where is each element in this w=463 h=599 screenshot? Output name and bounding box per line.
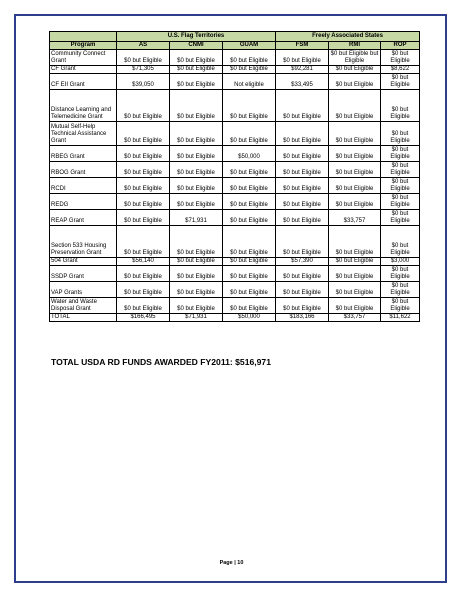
amount-cell: $0 but Eligible bbox=[170, 266, 223, 282]
table-row bbox=[50, 298, 420, 314]
amount-cell: $71,305 bbox=[117, 66, 170, 74]
amount-cell: $0 but Eligible bbox=[117, 122, 170, 146]
amount-cell: $0 but Eligible bbox=[329, 194, 381, 210]
amount-cell: $0 but Eligible bbox=[223, 210, 276, 226]
program-cell: SSDP Grant bbox=[50, 266, 117, 282]
amount-cell: $0 but Eligible bbox=[381, 226, 420, 258]
table-row-total bbox=[50, 314, 420, 322]
amount-cell: $0 but Eligible bbox=[117, 298, 170, 314]
amount-cell: $0 but Eligible bbox=[381, 50, 420, 66]
amount-cell: $0 but Eligible bbox=[223, 266, 276, 282]
table-row bbox=[50, 226, 420, 258]
table-row bbox=[50, 146, 420, 162]
amount-cell: $0 but Eligible bbox=[276, 226, 329, 258]
column-header-as: AS bbox=[117, 42, 170, 50]
amount-cell: $0 but Eligible but Eligible bbox=[329, 50, 381, 66]
amount-cell: $71,931 bbox=[170, 210, 223, 226]
amount-cell: $0 but Eligible bbox=[381, 210, 420, 226]
program-cell: Distance Learning and Telemedicine Grant bbox=[50, 90, 117, 122]
program-cell: CF Grant bbox=[50, 66, 117, 74]
amount-cell: $0 but Eligible bbox=[170, 66, 223, 74]
amount-cell: $33,757 bbox=[329, 314, 381, 322]
grant-funding-table bbox=[49, 31, 420, 322]
amount-cell: $0 but Eligible bbox=[276, 210, 329, 226]
column-header-guam: GUAM bbox=[223, 42, 276, 50]
amount-cell: $0 but Eligible bbox=[381, 178, 420, 194]
amount-cell: $0 but Eligible bbox=[276, 194, 329, 210]
amount-cell: $0 but Eligible bbox=[117, 266, 170, 282]
table-row bbox=[50, 258, 420, 266]
amount-cell: $50,000 bbox=[223, 146, 276, 162]
amount-cell: $0 but Eligible bbox=[223, 178, 276, 194]
amount-cell: $0 but Eligible bbox=[381, 146, 420, 162]
amount-cell: $0 but Eligible bbox=[381, 74, 420, 90]
amount-cell: $0 but Eligible bbox=[276, 122, 329, 146]
amount-cell: $0 but Eligible bbox=[329, 122, 381, 146]
amount-cell: $0 but Eligible bbox=[170, 146, 223, 162]
program-cell: Section 533 Housing Preservation Grant bbox=[50, 226, 117, 258]
amount-cell: $0 but Eligible bbox=[223, 66, 276, 74]
amount-cell: $56,140 bbox=[117, 258, 170, 266]
group-header-freely-associated-states: Freely Associated States bbox=[276, 32, 420, 42]
amount-cell: $0 but Eligible bbox=[170, 178, 223, 194]
amount-cell: $57,390 bbox=[276, 258, 329, 266]
amount-cell: $0 but Eligible bbox=[276, 50, 329, 66]
table-row bbox=[50, 210, 420, 226]
amount-cell: $33,495 bbox=[276, 74, 329, 90]
amount-cell: $0 but Eligible bbox=[329, 258, 381, 266]
amount-cell: $0 but Eligible bbox=[117, 90, 170, 122]
amount-cell: $166,495 bbox=[117, 314, 170, 322]
column-header-cnmi: CNMI bbox=[170, 42, 223, 50]
amount-cell: $0 but Eligible bbox=[381, 298, 420, 314]
amount-cell: $0 but Eligible bbox=[170, 194, 223, 210]
program-cell: CF EII Grant bbox=[50, 74, 117, 90]
amount-cell: $0 but Eligible bbox=[329, 74, 381, 90]
amount-cell: $0 but Eligible bbox=[329, 266, 381, 282]
amount-cell: $0 but Eligible bbox=[170, 298, 223, 314]
amount-cell: $0 but Eligible bbox=[223, 162, 276, 178]
amount-cell: $183,166 bbox=[276, 314, 329, 322]
amount-cell: $50,000 bbox=[223, 314, 276, 322]
group-header-blank bbox=[50, 32, 117, 42]
column-header-rmi: RMI bbox=[329, 42, 381, 50]
table-row bbox=[50, 66, 420, 74]
table-row bbox=[50, 122, 420, 146]
table-row bbox=[50, 162, 420, 178]
amount-cell: $0 but Eligible bbox=[223, 194, 276, 210]
table-row bbox=[50, 50, 420, 66]
column-header-fsm: FSM bbox=[276, 42, 329, 50]
group-header-us-flag-territories: U.S. Flag Territories bbox=[117, 32, 276, 42]
program-cell: 504 Grant bbox=[50, 258, 117, 266]
amount-cell: $0 but Eligible bbox=[117, 194, 170, 210]
amount-cell: $0 but Eligible bbox=[329, 146, 381, 162]
amount-cell: $0 but Eligible bbox=[117, 282, 170, 298]
program-cell: Mutual Self-Help Technical Assistance Grant bbox=[50, 122, 117, 146]
amount-cell: $0 but Eligible bbox=[276, 298, 329, 314]
program-cell: Community Connect Grant bbox=[50, 50, 117, 66]
amount-cell: $0 but Eligible bbox=[170, 50, 223, 66]
amount-cell: $3,000 bbox=[381, 258, 420, 266]
amount-cell: $0 but Eligible bbox=[381, 194, 420, 210]
amount-cell: $0 but Eligible bbox=[117, 226, 170, 258]
amount-cell: $0 but Eligible bbox=[329, 66, 381, 74]
program-cell: Water and Waste Disposal Grant bbox=[50, 298, 117, 314]
table-row bbox=[50, 74, 420, 90]
amount-cell: $0 but Eligible bbox=[170, 122, 223, 146]
amount-cell: $0 but Eligible bbox=[329, 298, 381, 314]
program-cell: REAP Grant bbox=[50, 210, 117, 226]
amount-cell: $0 but Eligible bbox=[170, 162, 223, 178]
amount-cell: $33,757 bbox=[329, 210, 381, 226]
amount-cell: $0 but Eligible bbox=[381, 282, 420, 298]
amount-cell: $0 but Eligible bbox=[329, 226, 381, 258]
amount-cell: $0 but Eligible bbox=[117, 178, 170, 194]
total-funds-awarded: TOTAL USDA RD FUNDS AWARDED FY2011: $516,971 bbox=[51, 357, 271, 367]
program-cell: RCDI bbox=[50, 178, 117, 194]
amount-cell: $0 but Eligible bbox=[381, 266, 420, 282]
program-cell: TOTAL bbox=[50, 314, 117, 322]
amount-cell: $0 but Eligible bbox=[223, 298, 276, 314]
program-cell: RBEG Grant bbox=[50, 146, 117, 162]
amount-cell: $0 but Eligible bbox=[223, 226, 276, 258]
amount-cell: $11,622 bbox=[381, 314, 420, 322]
amount-cell: $0 but Eligible bbox=[223, 90, 276, 122]
amount-cell: $71,931 bbox=[170, 314, 223, 322]
amount-cell: Not eligible bbox=[223, 74, 276, 90]
program-cell: VAP Grants bbox=[50, 282, 117, 298]
table-row bbox=[50, 282, 420, 298]
amount-cell: $0 but Eligible bbox=[170, 258, 223, 266]
amount-cell: $0 but Eligible bbox=[117, 162, 170, 178]
amount-cell: $0 but Eligible bbox=[170, 74, 223, 90]
amount-cell: $92,281 bbox=[276, 66, 329, 74]
amount-cell: $0 but Eligible bbox=[381, 90, 420, 122]
amount-cell: $0 but Eligible bbox=[276, 146, 329, 162]
amount-cell: $39,050 bbox=[117, 74, 170, 90]
amount-cell: $0 but Eligible bbox=[381, 162, 420, 178]
amount-cell: $0 but Eligible bbox=[223, 50, 276, 66]
page-number: Page | 10 bbox=[219, 560, 244, 566]
amount-cell: $0 but Eligible bbox=[223, 282, 276, 298]
amount-cell: $0 but Eligible bbox=[381, 122, 420, 146]
amount-cell: $0 but Eligible bbox=[117, 146, 170, 162]
column-header-program: Program bbox=[50, 42, 117, 50]
table-row bbox=[50, 266, 420, 282]
amount-cell: $8,622 bbox=[381, 66, 420, 74]
amount-cell: $0 but Eligible bbox=[170, 282, 223, 298]
table-row bbox=[50, 178, 420, 194]
amount-cell: $0 but Eligible bbox=[276, 90, 329, 122]
amount-cell: $0 but Eligible bbox=[223, 122, 276, 146]
amount-cell: $0 but Eligible bbox=[223, 258, 276, 266]
program-cell: RBOG Grant bbox=[50, 162, 117, 178]
table-row bbox=[50, 90, 420, 122]
amount-cell: $0 but Eligible bbox=[170, 90, 223, 122]
amount-cell: $0 but Eligible bbox=[329, 282, 381, 298]
amount-cell: $0 but Eligible bbox=[276, 178, 329, 194]
amount-cell: $0 but Eligible bbox=[329, 162, 381, 178]
amount-cell: $0 but Eligible bbox=[117, 50, 170, 66]
program-cell: REDG bbox=[50, 194, 117, 210]
amount-cell: $0 but Eligible bbox=[329, 90, 381, 122]
amount-cell: $0 but Eligible bbox=[329, 178, 381, 194]
amount-cell: $0 but Eligible bbox=[276, 266, 329, 282]
amount-cell: $0 but Eligible bbox=[276, 282, 329, 298]
amount-cell: $0 but Eligible bbox=[276, 162, 329, 178]
amount-cell: $0 but Eligible bbox=[117, 210, 170, 226]
column-header-rop: ROP bbox=[381, 42, 420, 50]
amount-cell: $0 but Eligible bbox=[170, 226, 223, 258]
table-row bbox=[50, 194, 420, 210]
